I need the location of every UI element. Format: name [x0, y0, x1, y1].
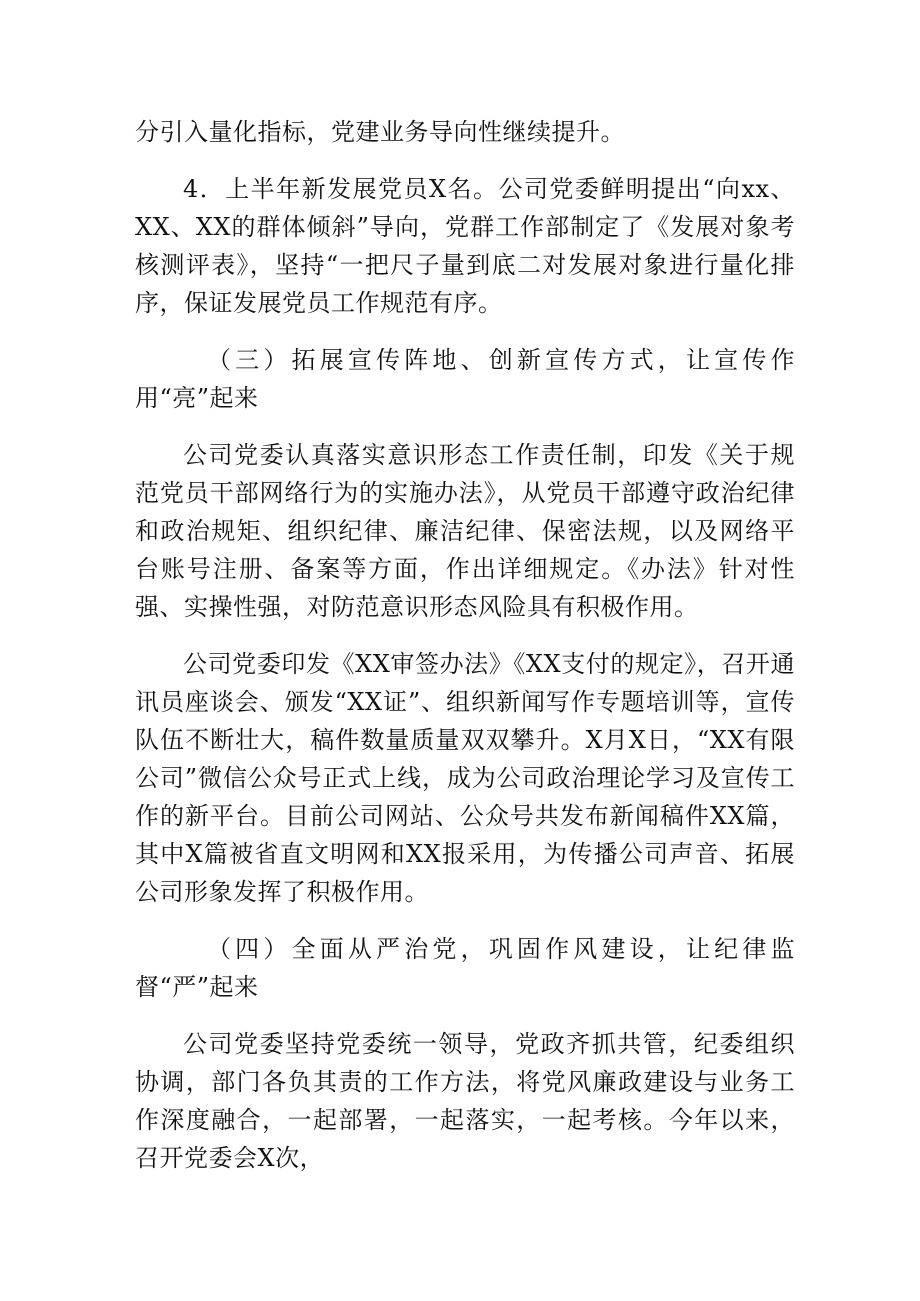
document-body — [135, 113, 795, 1177]
paragraph-ideology: 公司党委认真落实意识形态工作责任制，印发《关于规范党员干部网络行为的实施办法》，从党员干部遵守政治纪律和政治规矩、组织纪律、廉洁纪律、保密法规，以及网络平台账号注册、备案等方面，作出详细规定。《办法》针对性强、实操性强，对防范意识形态风险具有积极作用。 — [135, 441, 795, 621]
section-heading-discipline: （四）全面从严治党，巩固作风建设，让纪律监督“严”起来 — [135, 935, 795, 1001]
paragraph-continuation: 分引入量化指标，党建业务导向性继续提升。 — [135, 118, 625, 146]
paragraph-new-members: 4．上半年新发展党员X名。公司党委鲜明提出“向xx、XX、XX的群体倾斜”导向，党群工作部制定了《发展对象考核测评表》，坚持“一把尺子量到底二对发展对象进行量化排序，保证发展党员工作规范有序。 — [135, 175, 795, 317]
section-heading-publicity: （三）拓展宣传阵地、创新宣传方式，让宣传作用“亮”起来 — [135, 346, 795, 412]
paragraph-publicity: 公司党委印发《XX审签办法》《XX支付的规定》，召开通讯员座谈会、颁发“XX证”、组织新闻写作专题培训等，宣传队伍不断壮大，稿件数量质量双双攀升。X月X日，“XX有限公司”微信公众号正式上线，成为公司政治理论学习及宣传工作的新平台。目前公司网站、公众号共发布新闻稿件XX篇，其中X篇被省直文明网和XX报采用，为传播公司声音、拓展公司形象发挥了积极作用。 — [135, 650, 795, 906]
paragraph-discipline: 公司党委坚持党委统一领导，党政齐抓共管，纪委组织协调，部门各负其责的工作方法，将党风廉政建设与业务工作深度融合，一起部署，一起落实，一起考核。今年以来，召开党委会X次， — [135, 1030, 795, 1172]
